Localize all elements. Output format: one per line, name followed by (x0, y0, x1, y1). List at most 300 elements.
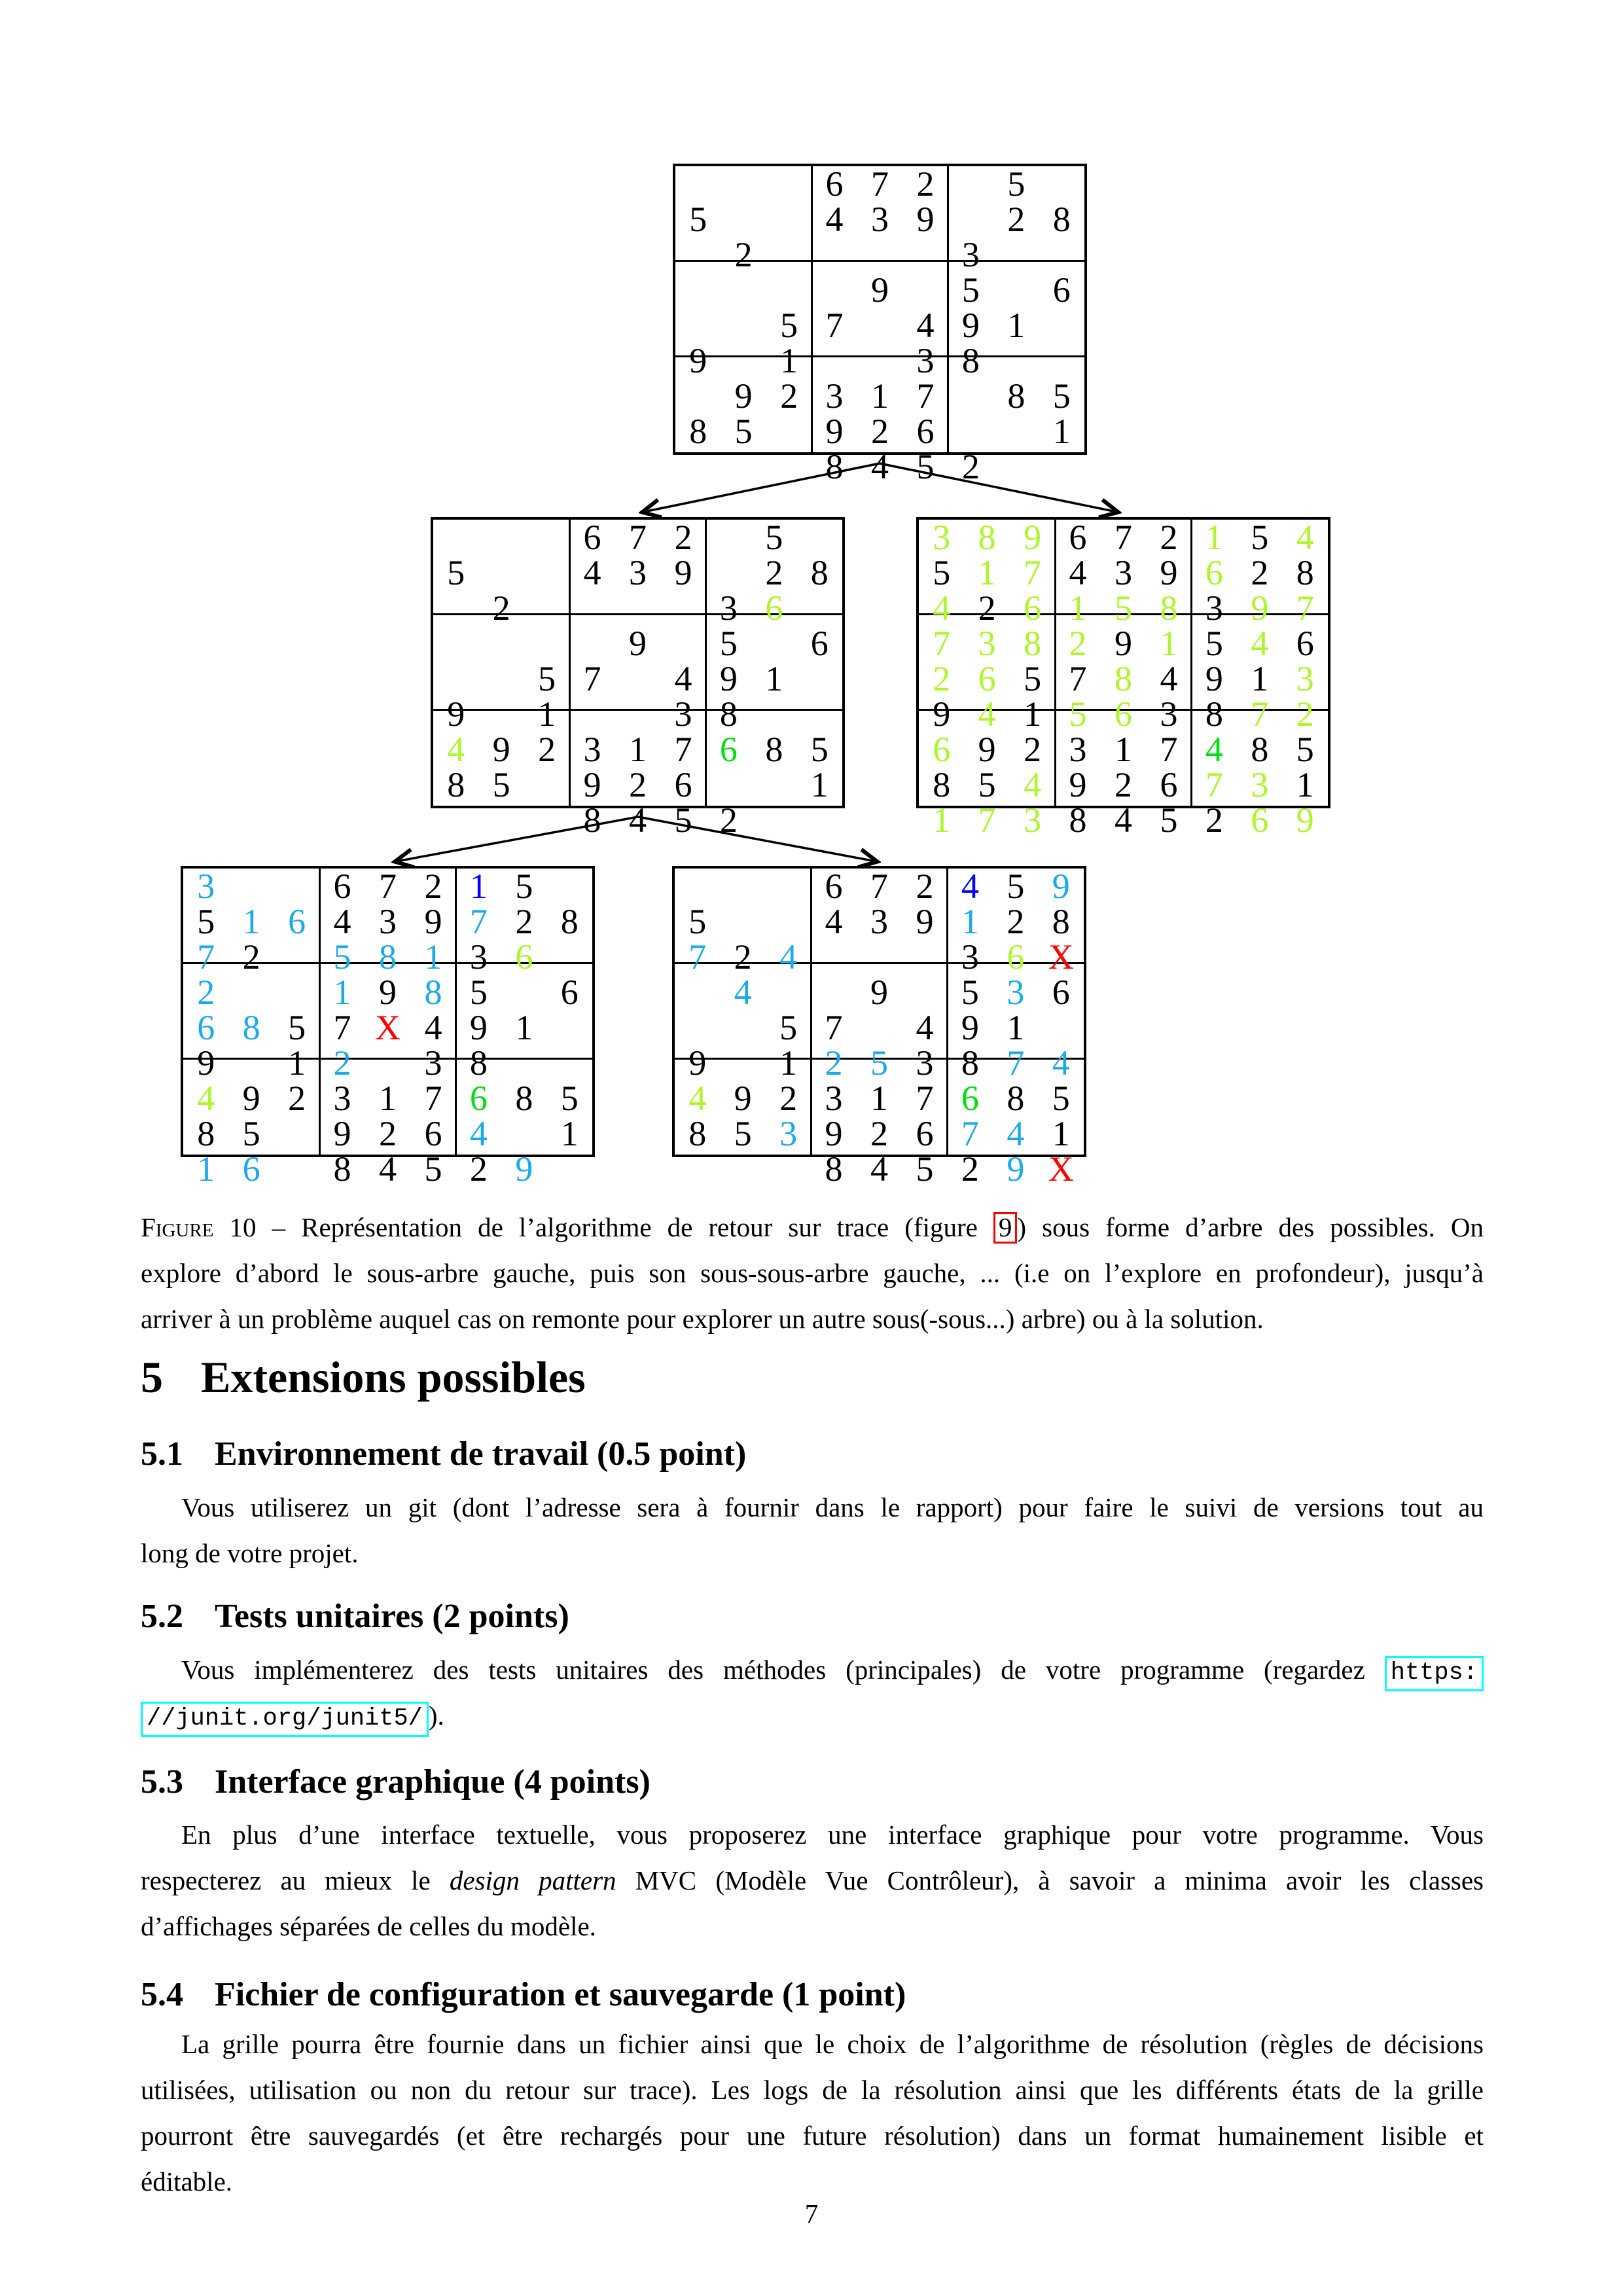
grid-cell: 6 (1069, 518, 1087, 557)
grid-cell: 3 (674, 694, 692, 734)
grid-cell (766, 166, 812, 202)
grid-cell (675, 308, 721, 343)
para-5-1 (141, 1484, 1484, 1576)
grid-cell: 2 (1007, 200, 1026, 239)
grid-cell: 5 (810, 730, 829, 769)
grid-cell: 9 (628, 624, 647, 663)
grid-cell: 6 (674, 765, 692, 804)
grid-cell: 2 (538, 730, 556, 769)
sudoku-grid-root (673, 164, 1087, 486)
grid-cell: 5 (492, 765, 510, 804)
grid-cell (766, 449, 812, 484)
grid-cell (720, 1151, 765, 1187)
grid-cell: 7 (674, 730, 692, 769)
grid-cell (675, 449, 721, 484)
grid-cell: 8 (810, 553, 829, 592)
grid-cell (524, 767, 569, 802)
grid-cell: 3 (916, 341, 935, 380)
grid-cell (547, 939, 592, 975)
grid-cell: 1 (538, 694, 556, 734)
section-title: Tests unitaires (2 points) (215, 1598, 569, 1635)
grid-cell: 1 (978, 553, 996, 592)
grid-cell: 2 (242, 937, 260, 977)
grid-cell: 8 (333, 1149, 351, 1189)
grid-cell: 8 (1024, 624, 1042, 663)
section-number: 5.4 (141, 1976, 183, 2013)
grid-cell: 1 (765, 659, 783, 698)
grid-cell (993, 272, 1039, 308)
grid-cell (766, 414, 812, 449)
grid-cell: 9 (870, 270, 889, 310)
grid-cell (857, 237, 902, 272)
grid-cell (478, 802, 524, 838)
grid-cell (274, 1116, 319, 1151)
grid-cell: 4 (1251, 624, 1269, 663)
grid-cell: 9 (825, 1114, 843, 1153)
grid-cell: 8 (933, 765, 951, 804)
grid-cell: 5 (1007, 164, 1026, 204)
grid-cell: 4 (870, 1149, 888, 1189)
grid-cell: 3 (978, 624, 996, 663)
grid-cell: 5 (333, 937, 351, 977)
grid-cell: 7 (1007, 1043, 1025, 1083)
grid-cell (993, 414, 1039, 449)
paragraph-line: pourront être sauvegardés (et être rechargés pour une future résolution) dans un format humainement lisible et (141, 2121, 1484, 2151)
grid-cell (857, 1010, 902, 1045)
grid-cell: 3 (933, 518, 951, 557)
grid-cell: 1 (870, 1079, 888, 1118)
grid-cell: 7 (916, 376, 935, 416)
grid-cell: 2 (1069, 624, 1087, 663)
grid-cell: 9 (870, 973, 888, 1012)
grid-cell: 8 (242, 1008, 260, 1047)
grid-cell: 5 (1251, 518, 1269, 557)
grid-cell (797, 802, 842, 838)
grid-cell: 6 (933, 730, 951, 769)
grid-cell: 4 (447, 730, 465, 769)
page-number: 7 (804, 2198, 819, 2229)
grid-cell: 4 (779, 937, 798, 977)
grid-cell: 5 (1296, 730, 1314, 769)
grid-cell: 6 (333, 867, 351, 906)
grid-cell: 5 (447, 553, 465, 592)
grid-cell: 3 (870, 200, 889, 239)
grid-cell: 3 (1069, 730, 1087, 769)
grid-cell: 5 (197, 902, 215, 941)
figure-9-reference-link[interactable]: 9 (993, 1212, 1018, 1244)
grid-cell: 7 (825, 1008, 843, 1047)
paragraph-line: Vous utiliserez un git (dont l’adresse sera à fournir dans le rapport) pour faire le suivi de versions tout au (181, 1492, 1484, 1522)
grid-cell: 5 (916, 447, 935, 486)
grid-cell (675, 237, 721, 272)
paragraph-line: d’affichages séparées de celles du modèle. (141, 1911, 596, 1941)
grid-cell (993, 237, 1039, 272)
grid-cell: 9 (1052, 867, 1070, 906)
grid-cell: 4 (1296, 518, 1314, 557)
grid-cell: 3 (197, 867, 215, 906)
grid-cell: 9 (447, 694, 465, 734)
figure-caption (141, 1204, 1484, 1342)
grid-cell: 8 (825, 1149, 843, 1189)
grid-cell (228, 975, 274, 1010)
grid-cell: 2 (1114, 765, 1132, 804)
grid-cell: 1 (242, 902, 260, 941)
grid-cell: 6 (1114, 694, 1132, 734)
grid-cell (478, 520, 524, 555)
grid-cell (501, 1045, 546, 1081)
grid-cell: 6 (288, 902, 306, 941)
grid-cell: 9 (424, 902, 442, 941)
caption-line: explore d’abord le sous-arbre gauche, puis son sous-sous-arbre gauche, ... (i.e on l’explore en profondeur), jusqu’à (141, 1258, 1484, 1288)
paragraph-text: ). (428, 1700, 444, 1731)
grid-cell: 9 (583, 765, 601, 804)
grid-cell (547, 1045, 592, 1081)
grid-cell (1039, 308, 1084, 343)
grid-cell (569, 590, 615, 626)
grid-cell (228, 869, 274, 904)
grid-cell (615, 661, 660, 696)
grid-cell: 9 (674, 553, 692, 592)
junit-url-link-part2[interactable]: //junit.org/junit5/ (141, 1702, 429, 1737)
grid-cell: 2 (288, 1079, 306, 1118)
grid-cell: 4 (1024, 765, 1042, 804)
grid-cell (675, 975, 720, 1010)
grid-cell: 6 (197, 1008, 215, 1047)
section-5-3-heading (141, 1763, 651, 1801)
grid-cell (433, 802, 478, 838)
grid-cell (1039, 449, 1084, 484)
grid-cell (857, 308, 902, 343)
grid-cell (721, 308, 766, 343)
grid-cell: 5 (734, 1114, 752, 1153)
para-5-3 (141, 1812, 1484, 1949)
grid-cell: 9 (961, 1008, 979, 1047)
section-5-heading (141, 1352, 586, 1403)
grid-cell: 2 (825, 1043, 843, 1083)
grid-cell: 9 (1007, 1149, 1025, 1189)
grid-cell: 7 (916, 1079, 934, 1118)
grid-cell: 1 (1205, 518, 1223, 557)
grid-cell (433, 661, 478, 696)
grid-cell: 2 (734, 235, 753, 274)
grid-cell (948, 414, 993, 449)
grid-cell: 2 (1024, 730, 1042, 769)
grid-cell: 8 (583, 800, 601, 840)
section-title: Extensions possibles (201, 1352, 586, 1402)
grid-cell: 4 (424, 1008, 442, 1047)
section-number: 5.3 (141, 1763, 183, 1801)
grid-cell: 7 (1160, 730, 1178, 769)
grid-cell: 7 (1251, 694, 1269, 734)
grid-cell (433, 590, 478, 626)
grid-cell: 4 (825, 902, 843, 941)
section-title: Environnement de travail (0.5 point) (215, 1435, 747, 1473)
grid-cell: 1 (1160, 624, 1178, 663)
paragraph-line: utilisées, utilisation ou non du retour sur trace). Les logs de la résolution ainsi que les différents états de la grille (141, 2075, 1484, 2105)
grid-cell: 1 (424, 937, 442, 977)
grid-cell: 8 (978, 518, 996, 557)
grid-cell (766, 869, 811, 904)
grid-cell: 5 (765, 518, 783, 557)
grid-cell: 2 (378, 1114, 397, 1153)
grid-cell: 9 (469, 1008, 488, 1047)
paragraph-text: MVC (Modèle Vue Contrôleur), à savoir a minima avoir les classes (635, 1865, 1484, 1895)
grid-cell (433, 626, 478, 661)
section-5-2-heading (141, 1597, 569, 1636)
grid-cell (274, 1151, 319, 1187)
grid-cell: 4 (825, 200, 844, 239)
grid-cell: 6 (515, 937, 533, 977)
grid-cell: 2 (1296, 694, 1314, 734)
grid-cell (1039, 166, 1084, 202)
grid-cell: 7 (1114, 518, 1132, 557)
grid-cell: 6 (1160, 765, 1178, 804)
grid-cell: 9 (1024, 518, 1042, 557)
sudoku-grid-level2-right (916, 517, 1330, 840)
grid-cell: 7 (961, 1114, 979, 1153)
grid-cell: 5 (288, 1008, 306, 1047)
grid-cell (857, 939, 902, 975)
grid-cell (797, 590, 842, 626)
grid-cell: 1 (1114, 730, 1132, 769)
grid-cell: 7 (1069, 659, 1087, 698)
grid-cell: 3 (961, 235, 980, 274)
grid-cell: 2 (916, 867, 934, 906)
grid-cell: 9 (333, 1114, 351, 1153)
grid-cell (501, 1116, 546, 1151)
grid-cell (766, 237, 812, 272)
grid-cell: 3 (825, 1079, 843, 1118)
junit-url-link-part1[interactable]: https: (1385, 1656, 1484, 1691)
grid-cell: 6 (719, 730, 738, 769)
section-5-4-heading (141, 1975, 906, 2014)
grid-cell: 3 (1251, 765, 1269, 804)
caption-line: arriver à un problème auquel cas on remonte pour explorer un autre sous(-sous...) arbre) ou à la solution. (141, 1304, 1264, 1334)
grid-cell (524, 590, 569, 626)
grid-cell (902, 939, 947, 975)
grid-cell (1039, 1010, 1084, 1045)
grid-cell: 3 (916, 1043, 934, 1083)
grid-cell: 4 (674, 659, 692, 698)
grid-cell: 6 (825, 164, 844, 204)
grid-cell: 9 (378, 973, 397, 1012)
grid-cell: 9 (916, 200, 935, 239)
grid-cell: 4 (378, 1149, 397, 1189)
grid-cell: 5 (1160, 800, 1178, 840)
caption-text: ) sous forme d’arbre des possibles. On (1017, 1212, 1484, 1242)
grid-cell (433, 520, 478, 555)
grid-cell: 8 (1007, 1079, 1025, 1118)
grid-cell (615, 590, 660, 626)
grid-cell: 9 (978, 730, 996, 769)
grid-cell (751, 802, 796, 838)
grid-cell: 3 (378, 902, 397, 941)
caption-separator: – (272, 1212, 286, 1242)
grid-cell (569, 696, 615, 732)
grid-cell: 1 (197, 1149, 215, 1189)
grid-cell: 2 (1205, 800, 1223, 840)
grid-cell: 5 (1007, 867, 1025, 906)
grid-cell: 8 (469, 1043, 488, 1083)
grid-cell (720, 869, 765, 904)
grid-cell: 7 (825, 306, 844, 345)
grid-cell: 6 (916, 412, 935, 451)
grid-cell: 5 (1069, 694, 1087, 734)
grid-cell: 3 (1024, 800, 1042, 840)
grid-cell (797, 661, 842, 696)
grid-cell: 3 (424, 1043, 442, 1083)
grid-cell: 7 (197, 937, 215, 977)
grid-cell (751, 696, 796, 732)
grid-cell (1039, 343, 1084, 378)
grid-cell: 5 (538, 659, 556, 698)
grid-cell: 8 (1296, 553, 1314, 592)
grid-cell: 7 (870, 164, 889, 204)
grid-cell: 5 (978, 765, 996, 804)
grid-cell (706, 555, 751, 590)
paragraph-line (141, 1857, 1484, 1903)
grid-cell: 4 (628, 800, 647, 840)
paragraph-line (141, 1647, 1484, 1693)
grid-cell: 8 (197, 1114, 215, 1153)
grid-cell: 9 (916, 902, 934, 941)
grid-cell: 7 (378, 867, 397, 906)
grid-cell: 5 (688, 902, 707, 941)
section-title: Interface graphique (4 points) (215, 1763, 651, 1801)
grid-cell: 5 (916, 1149, 934, 1189)
grid-cell: 9 (825, 412, 844, 451)
grid-cell (766, 202, 812, 237)
design-pattern-italic: design pattern (449, 1865, 616, 1895)
grid-cell: 8 (1052, 902, 1070, 941)
grid-cell (948, 166, 993, 202)
grid-cell: 5 (469, 973, 488, 1012)
grid-cell (811, 939, 856, 975)
grid-cell: 5 (734, 412, 753, 451)
grid-cell (751, 626, 796, 661)
grid-cell: 9 (242, 1079, 260, 1118)
grid-cell: 4 (1160, 659, 1178, 698)
grid-cell (751, 767, 796, 802)
grid-cell: 6 (1205, 553, 1223, 592)
grid-cell: 5 (1205, 624, 1223, 663)
grid-cell (547, 869, 592, 904)
grid-cell: 5 (933, 553, 951, 592)
grid-cell: 4 (1114, 800, 1132, 840)
grid-cell: 5 (424, 1149, 442, 1189)
grid-cell: 1 (469, 867, 488, 906)
grid-cell (524, 626, 569, 661)
grid-cell: 2 (492, 588, 510, 628)
grid-cell: 9 (734, 376, 753, 416)
grid-cell: 2 (765, 553, 783, 592)
figure-label: Figure 10 (141, 1212, 257, 1242)
grid-cell (274, 975, 319, 1010)
grid-cell: 2 (870, 1114, 888, 1153)
grid-cell: 6 (825, 867, 843, 906)
grid-cell: 9 (1205, 659, 1223, 698)
grid-cell (706, 767, 751, 802)
grid-cell: 1 (810, 765, 829, 804)
grid-cell: 2 (719, 800, 738, 840)
grid-cell: 4 (1205, 730, 1223, 769)
grid-cell: 1 (288, 1043, 306, 1083)
grid-cell: 5 (961, 270, 980, 310)
grid-cell: 7 (688, 937, 707, 977)
sudoku-grid-level2-left (431, 517, 845, 840)
grid-cell: 2 (978, 588, 996, 628)
grid-cell (993, 449, 1039, 484)
grid-cell: 4 (916, 1008, 934, 1047)
grid-cell: 1 (933, 800, 951, 840)
grid-cell: 6 (1296, 624, 1314, 663)
grid-cell (478, 626, 524, 661)
grid-cell (1039, 237, 1084, 272)
paragraph-text: respecterez au mieux le (141, 1865, 431, 1895)
grid-cell: 9 (492, 730, 510, 769)
grid-cell: 8 (961, 1043, 979, 1083)
paragraph-line: En plus d’une interface textuelle, vous proposerez une interface graphique pour votre programme. Vous (181, 1820, 1484, 1850)
grid-cell: 5 (1052, 376, 1071, 416)
grid-cell: 8 (1205, 694, 1223, 734)
paragraph-line: long de votre projet. (141, 1538, 359, 1568)
grid-cell (811, 975, 856, 1010)
para-5-2 (141, 1647, 1484, 1738)
grid-cell: 7 (870, 867, 888, 906)
grid-cell: 3 (961, 937, 979, 977)
grid-cell: 4 (333, 902, 351, 941)
grid-cell: 9 (689, 341, 707, 380)
grid-cell: 4 (583, 553, 601, 592)
grid-cell: 6 (961, 1079, 979, 1118)
grid-cell: 5 (1024, 659, 1042, 698)
grid-cell: 6 (810, 624, 829, 663)
grid-cell: 3 (333, 1079, 351, 1118)
caption-text: Représentation de l’algorithme de retour sur trace (figure (301, 1212, 978, 1242)
grid-cell: 5 (242, 1114, 260, 1153)
grid-cell: 5 (870, 1043, 888, 1083)
grid-cell: 4 (688, 1079, 707, 1118)
grid-cell: 3 (1160, 694, 1178, 734)
grid-cell: 2 (424, 867, 442, 906)
paragraph-text: Vous implémenterez des tests unitaires des méthodes (principales) de votre programme (regardez (181, 1655, 1365, 1685)
grid-cell: 9 (1296, 800, 1314, 840)
grid-cell (274, 869, 319, 904)
grid-cell (948, 378, 993, 414)
grid-cell: 7 (628, 518, 647, 557)
grid-cell (720, 1010, 765, 1045)
grid-cell: 1 (515, 1008, 533, 1047)
sudoku-grid-level3-right (672, 866, 1086, 1189)
grid-cell: 8 (1251, 730, 1269, 769)
grid-cell (857, 343, 902, 378)
grid-cell: 3 (870, 902, 888, 941)
grid-cell: 7 (469, 902, 488, 941)
grid-cell: 4 (933, 588, 951, 628)
section-5-1-heading (141, 1435, 746, 1473)
grid-cell (547, 1010, 592, 1045)
grid-cell: 8 (1052, 200, 1071, 239)
grid-cell (706, 520, 751, 555)
grid-cell: 4 (197, 1079, 215, 1118)
grid-cell: 7 (1296, 588, 1314, 628)
section-number: 5.1 (141, 1435, 183, 1473)
grid-cell: 9 (719, 659, 738, 698)
grid-cell (812, 272, 857, 308)
grid-cell (812, 237, 857, 272)
grid-cell: 8 (765, 730, 783, 769)
paragraph-line: La grille pourra être fournie dans un fichier ainsi que le choix de l’algorithme de résolution (règles de décisions (181, 2029, 1484, 2059)
